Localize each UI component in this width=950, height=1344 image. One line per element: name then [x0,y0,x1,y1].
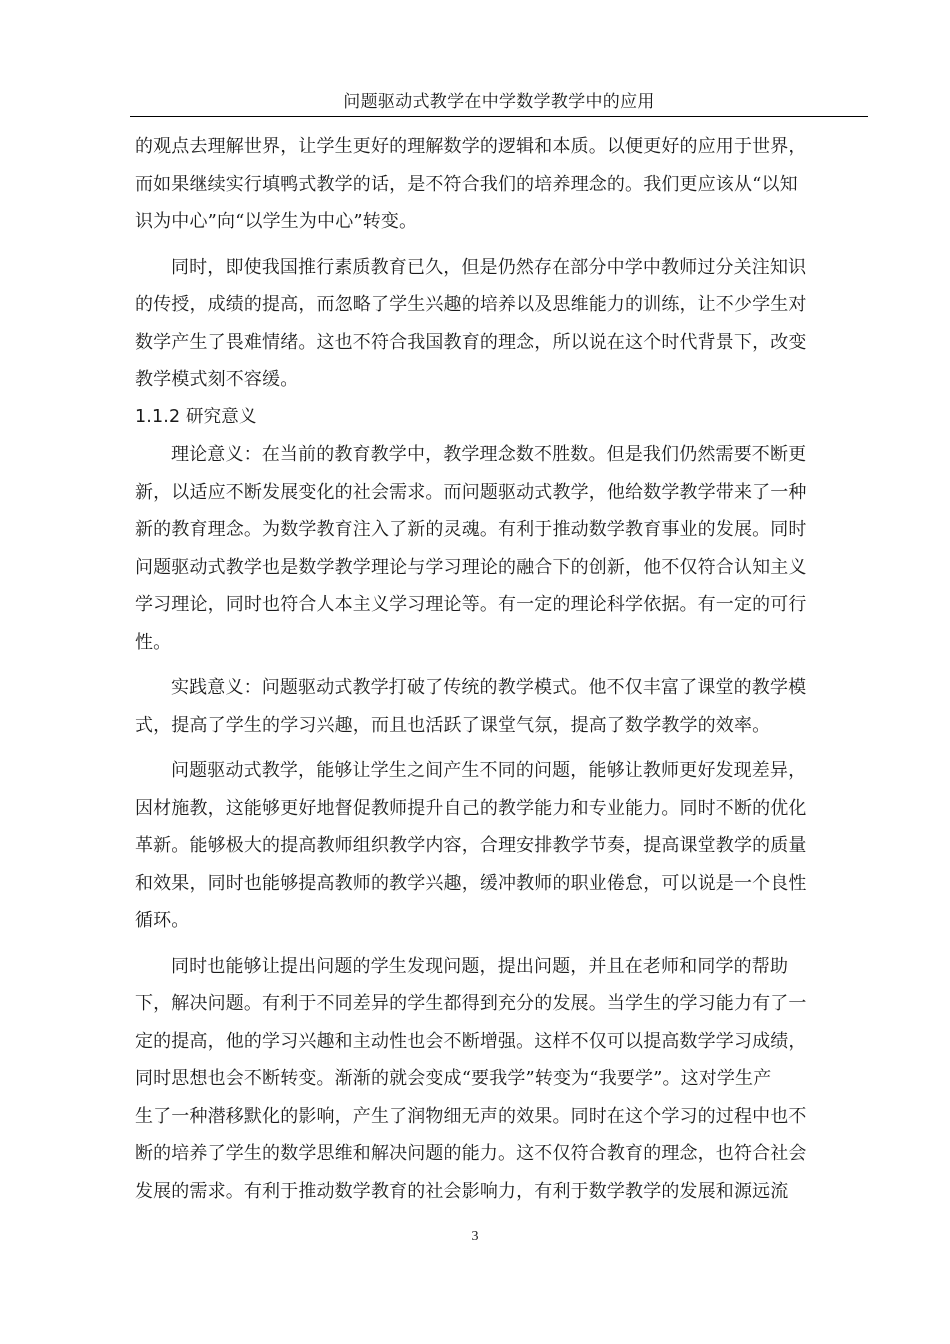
text-line: 同时也能够让提出问题的学生发现问题，提出问题，并且在老师和同学的帮助 [171,955,789,977]
text-line: 循环。 [135,910,190,931]
text-line: 同时思想也会不断转变。渐渐的就会变成“要我学”转变为“我要学”。这对学生产 [135,1068,772,1089]
text-line: 而如果继续实行填鸭式教学的话，是不符合我们的培养理念的。我们更应该从“以知 [135,173,798,195]
text-line: 性。 [135,631,172,653]
text-line: 新的教育理念。为数学教育注入了新的灵魂。有利于推动数学教育事业的发展。同时 [135,519,807,540]
text-line: 实践意义：问题驱动式教学打破了传统的教学模式。他不仅丰富了课堂的教学模 [171,677,807,698]
text-line: 因材施教，这能够更好地督促教师提升自己的教学能力和专业能力。同时不断的优化 [135,797,807,819]
text-line: 识为中心”向“以学生为中心”转变。 [135,211,418,232]
page-header [130,88,868,117]
text-line: 同时，即使我国推行素质教育已久，但是仍然存在部分中学中教师过分关注知识 [171,256,807,278]
section-heading: 1.1.2 研究意义 [135,406,257,427]
page-number: 3 [471,1229,479,1244]
text-line: 教学模式刻不容缓。 [135,369,299,390]
text-line: 发展的需求。有利于推动数学教育的社会影响力，有利于数学教学的发展和源远流 [135,1180,789,1202]
paragraph [135,669,847,744]
text-line: 和效果，同时也能够提高教师的教学兴趣，缓冲教师的职业倦怠，可以说是一个良性 [135,872,807,894]
text-line: 下，解决问题。有利于不同差异的学生都得到充分的发展。当学生的学习能力有了一 [135,993,807,1014]
paragraph [135,128,847,241]
text-line: 的传授，成绩的提高，而忽略了学生兴趣的培养以及思维能力的训练，让不少学生对 [135,294,807,315]
text-line: 的观点去理解世界，让学生更好的理解数学的逻辑和本质。以便更好的应用于世界， [135,136,807,157]
paragraph [135,948,847,1211]
text-line: 问题驱动式教学，能够让学生之间产生不同的问题，能够让教师更好发现差异， [171,760,807,781]
text-line: 断的培养了学生的数学思维和解决问题的能力。这不仅符合教育的理念，也符合社会 [135,1143,807,1164]
text-line: 学习理论，同时也符合人本主义学习理论等。有一定的理论科学依据。有一定的可行 [135,594,807,615]
header-title: 问题驱动式教学在中学数学教学中的应用 [343,92,655,112]
document-body [135,128,847,1210]
paragraph [135,436,847,661]
text-line: 生了一种潜移默化的影响，产生了润物细无声的效果。同时在这个学习的过程中也不 [135,1105,807,1127]
text-line: 式，提高了学生的学习兴趣，而且也活跃了课堂气氛，提高了数学教学的效率。 [135,714,771,736]
text-line: 革新。能够极大的提高教师组织教学内容，合理安排教学节奏，提高课堂教学的质量 [135,835,807,856]
text-line: 数学产生了畏难情绪。这也不符合我国教育的理念，所以说在这个时代背景下，改变 [135,331,807,353]
text-line: 定的提高，他的学习兴趣和主动性也会不断增强。这样不仅可以提高数学学习成绩， [135,1030,807,1052]
text-line: 新，以适应不断发展变化的社会需求。而问题驱动式教学，他给数学教学带来了一种 [135,481,807,503]
paragraph [135,249,847,399]
text-line: 问题驱动式教学也是数学教学理论与学习理论的融合下的创新，他不仅符合认知主义 [135,556,807,578]
paragraph [135,752,847,940]
text-line: 理论意义：在当前的教育教学中，教学理念数不胜数。但是我们仍然需要不断更 [171,444,807,465]
